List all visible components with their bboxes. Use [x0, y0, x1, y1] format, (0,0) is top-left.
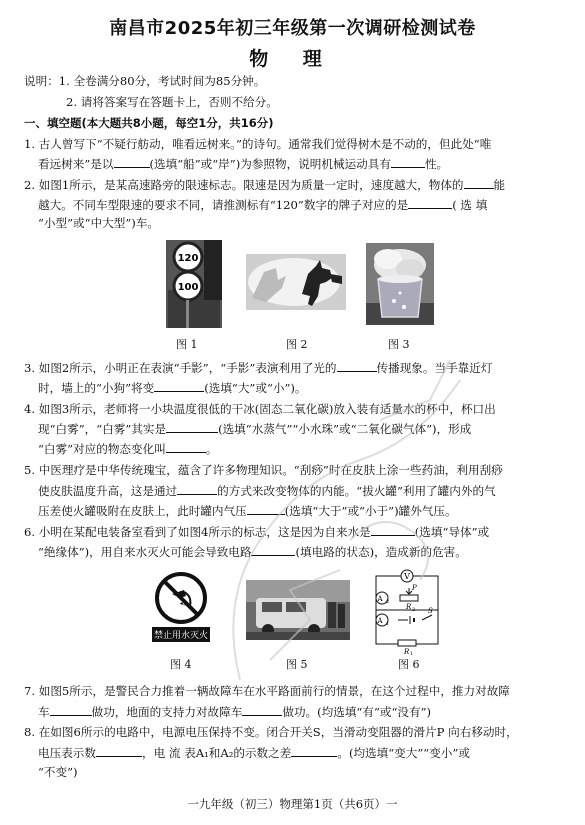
q1-line2: 看远树来”是以 (选填“船”或“岸”)为参照物，说明机械运动具有 性。 [38, 157, 449, 171]
svg-text:R: R [406, 603, 412, 611]
caption-fig6: 图 6 [398, 658, 420, 671]
q1-blank1[interactable] [114, 156, 150, 168]
q8-blank2[interactable] [291, 745, 337, 757]
q1-line1: 1. 古人曾写下“不疑行舫动，唯看远树来。”的诗句。通常我们觉得树木是不动的，但此处“唯 [24, 137, 492, 151]
svg-text:R: R [404, 648, 410, 656]
q6-blank1[interactable] [371, 524, 415, 536]
q3-line2: 时，墙上的“小狗”将变 (选填“大”或“小”)。 [38, 381, 307, 395]
q5-line1: 5. 中医理疗是中华传统瑰宝，蕴含了许多物理知识。“刮痧”时在皮肤上涂一些药油，利用刮痧 [24, 463, 503, 477]
figure-3-dry-ice-cup [366, 243, 434, 325]
note-2: 2. 请将答案写在答题卡上，否则不给分。 [66, 95, 278, 109]
caption-fig4: 图 4 [170, 658, 192, 671]
q4-line1: 4. 如图3所示，老师将一小块温度很低的干冰(固态二氧化碳)放入装有适量水的杯中，杯口出 [24, 402, 496, 416]
figure-5-pushing-car [246, 580, 350, 640]
q3-blank1[interactable] [337, 360, 377, 372]
q5-blank1[interactable] [177, 483, 217, 495]
q5-line2: 使皮肤温度升高，这是通过 的方式来改变物体的内能。“拔火罐”利用了罐内外的气 [38, 484, 496, 498]
no-water-sign-text: 禁止用水灭火 [153, 631, 209, 641]
figure-1-speed-signs [166, 240, 222, 328]
svg-text:2: 2 [412, 607, 416, 613]
q6-line2: “绝缘体”)，用自来水灭火可能会导致电路 (填电路的状态)，造成新的危害。 [38, 545, 467, 559]
q4-line3: “白雾”对应的物态变化叫 。 [38, 442, 218, 456]
svg-text:V: V [404, 572, 410, 581]
q2-line3: “小型”或“中大型”)车。 [38, 216, 159, 230]
q6-line1: 6. 小明在某配电装备室看到了如图4所示的标志，这是因为自来水是 (选填“导体”或 [24, 525, 490, 539]
figure-2-hand-shadow [246, 254, 346, 310]
svg-text:A: A [377, 617, 383, 625]
q8-line2: 电压表示数 ，电 流 表A₁和A₂的示数之差 。(均选填“变大”“变小”或 [38, 746, 470, 760]
q7-line2: 车 做功，地面的支持力对故障车 做功。(均选填“有”或“没有”) [38, 705, 432, 719]
q8-line1: 8. 在如图6所示的电路中，电源电压保持不变。闭合开关S，当滑动变阻器的滑片P 向右移动时， [24, 725, 518, 739]
note-1: 说明：1. 全卷满分80分，考试时间为85分钟。 [24, 74, 266, 88]
q2-blank2[interactable] [408, 197, 452, 209]
q7-blank1[interactable] [50, 704, 92, 716]
q3-blank2[interactable] [154, 380, 204, 392]
q5-line3: 压差使火罐吸附在皮肤上，此时罐内气压 (选填“大于”或“小于”)罐外气压。 [38, 504, 457, 518]
subject-title: 物 理 [249, 48, 336, 70]
caption-fig3: 图 3 [388, 338, 410, 351]
svg-text:A: A [377, 595, 383, 603]
svg-text:1: 1 [410, 651, 414, 657]
figure-4-no-water-sign [150, 570, 212, 644]
q4-blank2[interactable] [166, 441, 206, 453]
sign-100-text: 100 [177, 282, 199, 293]
q2-line2: 越大。不同车型限速的要求不同，请推测标有“120”数字的牌子对应的是 ( 选 填 [38, 198, 488, 212]
sign-120-text: 120 [177, 253, 199, 264]
q4-line2: 现“白雾”，“白雾”其实是 (选填“水蒸气”“小水珠”或“二氧化碳气体”)，形成 [38, 422, 472, 436]
svg-text:P: P [412, 584, 417, 592]
svg-text:S: S [428, 607, 433, 615]
caption-fig2: 图 2 [286, 338, 308, 351]
svg-text:1: 1 [386, 621, 390, 627]
section-heading: 一、填空题(本大题共8小题，每空1分，共16分) [24, 116, 274, 130]
q7-line1: 7. 如图5所示，是警民合力推着一辆故障车在水平路面前行的情景，在这个过程中，推力对故障 [24, 684, 510, 698]
q4-blank1[interactable] [166, 421, 218, 433]
q8-line3: “不变”) [38, 765, 78, 779]
caption-fig5: 图 5 [286, 658, 308, 671]
q6-blank2[interactable] [251, 544, 295, 556]
figure-6-circuit [368, 568, 446, 657]
q8-blank1[interactable] [96, 745, 142, 757]
caption-fig1: 图 1 [176, 338, 198, 351]
q2-blank1[interactable] [464, 177, 494, 189]
page-footer: 一九年级（初三）物理第1页（共6页）一 [187, 797, 398, 811]
q7-blank2[interactable] [242, 704, 282, 716]
q1-blank2[interactable] [391, 156, 425, 168]
q2-line1: 2. 如图1所示，是某高速路旁的限速标志。限速是因为质量一定时，速度越大，物体的 能 [24, 178, 506, 192]
exam-title: 南昌市2025年初三年级第一次调研检测试卷 [109, 18, 476, 39]
svg-text:2: 2 [386, 599, 390, 605]
q5-blank2[interactable] [247, 503, 285, 515]
q3-line1: 3. 如图2所示，小明正在表演“手影”，“手影”表演利用了光的 传播现象。当手靠近灯 [24, 361, 493, 375]
